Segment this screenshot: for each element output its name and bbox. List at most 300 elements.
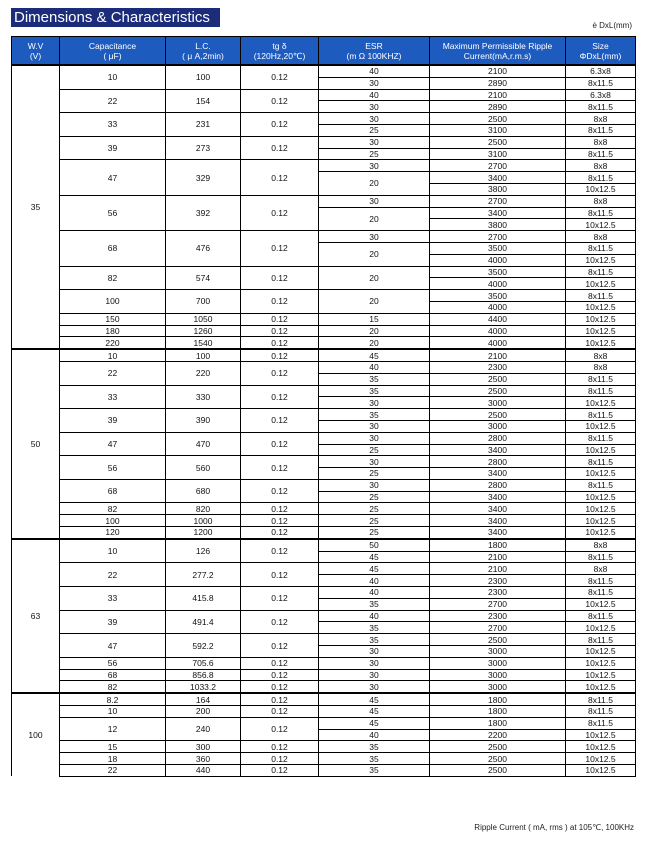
cell-esr: 35 — [319, 409, 430, 421]
cell-esr: 30 — [319, 669, 430, 681]
header-lc: L.C. ( μ A,2min) — [166, 37, 241, 66]
table-row — [12, 706, 636, 718]
cell-tg: 0.12 — [241, 290, 319, 314]
cell-lc: 277.2 — [166, 563, 241, 587]
cell-ripple: 4000 — [430, 337, 566, 349]
cell-tg: 0.12 — [241, 89, 319, 113]
cell-lc: 392 — [166, 195, 241, 230]
table-row — [12, 266, 636, 278]
cell-ripple: 3500 — [430, 290, 566, 302]
table-row — [12, 432, 636, 444]
cell-esr: 30 — [319, 646, 430, 658]
cell-size: 8x11.5 — [566, 207, 636, 219]
table-row — [12, 515, 636, 527]
table-body — [12, 65, 636, 776]
cell-ripple: 3000 — [430, 420, 566, 432]
cell-ripple: 4000 — [430, 301, 566, 313]
cell-size: 10x12.5 — [566, 669, 636, 681]
cell-lc: 1260 — [166, 325, 241, 337]
cell-wv: 100 — [12, 693, 60, 776]
cell-size: 8x8 — [566, 349, 636, 361]
cell-esr: 20 — [319, 325, 430, 337]
cell-tg: 0.12 — [241, 634, 319, 658]
cell-tg: 0.12 — [241, 313, 319, 325]
cell-size: 8x8 — [566, 160, 636, 172]
cell-tg: 0.12 — [241, 669, 319, 681]
cell-lc: 1050 — [166, 313, 241, 325]
cell-size: 8x8 — [566, 136, 636, 148]
cell-tg: 0.12 — [241, 527, 319, 539]
table-row — [12, 195, 636, 207]
cell-esr: 45 — [319, 349, 430, 361]
cell-lc: 1200 — [166, 527, 241, 539]
cell-esr: 45 — [319, 717, 430, 729]
cell-size: 10x12.5 — [566, 753, 636, 765]
cell-size: 8x8 — [566, 231, 636, 243]
cell-size: 8x11.5 — [566, 551, 636, 563]
cell-size: 10x12.5 — [566, 183, 636, 195]
header-esr: ESR (m Ω 100KHZ) — [319, 37, 430, 66]
cell-ripple: 2100 — [430, 551, 566, 563]
cell-size: 10x12.5 — [566, 325, 636, 337]
cell-lc: 1033.2 — [166, 681, 241, 693]
cell-capacitance: 22 — [60, 563, 166, 587]
cell-size: 10x12.5 — [566, 420, 636, 432]
cell-esr: 30 — [319, 136, 430, 148]
cell-ripple: 1800 — [430, 717, 566, 729]
cell-capacitance: 33 — [60, 587, 166, 611]
cell-ripple: 3000 — [430, 657, 566, 669]
cell-tg: 0.12 — [241, 741, 319, 753]
cell-ripple: 4000 — [430, 325, 566, 337]
cell-size: 10x12.5 — [566, 491, 636, 503]
table-row — [12, 563, 636, 575]
cell-esr: 35 — [319, 385, 430, 397]
cell-capacitance: 22 — [60, 361, 166, 385]
table-row — [12, 717, 636, 729]
cell-size: 8x8 — [566, 539, 636, 551]
cell-ripple: 2700 — [430, 231, 566, 243]
cell-ripple: 2500 — [430, 385, 566, 397]
cell-size: 8x11.5 — [566, 409, 636, 421]
cell-esr: 25 — [319, 527, 430, 539]
cell-esr: 30 — [319, 456, 430, 468]
table-row — [12, 325, 636, 337]
table-row — [12, 741, 636, 753]
cell-capacitance: 15 — [60, 741, 166, 753]
cell-capacitance: 22 — [60, 89, 166, 113]
cell-ripple: 2500 — [430, 136, 566, 148]
cell-lc: 574 — [166, 266, 241, 290]
cell-esr: 20 — [319, 290, 430, 314]
page-title: Dimensions & Characteristics — [11, 8, 220, 27]
cell-size: 8x11.5 — [566, 587, 636, 599]
cell-lc: 700 — [166, 290, 241, 314]
cell-esr: 35 — [319, 598, 430, 610]
cell-tg: 0.12 — [241, 349, 319, 361]
cell-ripple: 3000 — [430, 681, 566, 693]
cell-size: 8x11.5 — [566, 266, 636, 278]
cell-tg: 0.12 — [241, 706, 319, 718]
cell-lc: 329 — [166, 160, 241, 195]
table-row — [12, 136, 636, 148]
cell-capacitance: 47 — [60, 432, 166, 456]
cell-ripple: 2500 — [430, 409, 566, 421]
cell-ripple: 2300 — [430, 361, 566, 373]
cell-tg: 0.12 — [241, 693, 319, 705]
cell-size: 10x12.5 — [566, 337, 636, 349]
cell-capacitance: 82 — [60, 266, 166, 290]
cell-ripple: 2800 — [430, 456, 566, 468]
cell-lc: 200 — [166, 706, 241, 718]
cell-esr: 25 — [319, 148, 430, 160]
cell-lc: 856.8 — [166, 669, 241, 681]
cell-size: 10x12.5 — [566, 681, 636, 693]
cell-capacitance: 47 — [60, 160, 166, 195]
cell-lc: 220 — [166, 361, 241, 385]
cell-ripple: 3100 — [430, 124, 566, 136]
cell-size: 8x11.5 — [566, 77, 636, 89]
cell-size: 8x11.5 — [566, 610, 636, 622]
cell-tg: 0.12 — [241, 409, 319, 433]
cell-capacitance: 39 — [60, 409, 166, 433]
cell-tg: 0.12 — [241, 539, 319, 563]
cell-esr: 35 — [319, 622, 430, 634]
cell-capacitance: 33 — [60, 113, 166, 137]
cell-ripple: 3400 — [430, 527, 566, 539]
cell-esr: 50 — [319, 539, 430, 551]
cell-wv: 35 — [12, 65, 60, 349]
cell-esr: 35 — [319, 765, 430, 777]
table-row — [12, 657, 636, 669]
cell-tg: 0.12 — [241, 160, 319, 195]
table-row — [12, 669, 636, 681]
table-row — [12, 753, 636, 765]
cell-ripple: 2100 — [430, 349, 566, 361]
cell-lc: 360 — [166, 753, 241, 765]
cell-capacitance: 68 — [60, 669, 166, 681]
table-row — [12, 503, 636, 515]
cell-tg: 0.12 — [241, 266, 319, 290]
cell-capacitance: 33 — [60, 385, 166, 409]
cell-esr: 25 — [319, 468, 430, 480]
cell-ripple: 2500 — [430, 113, 566, 125]
cell-size: 8x11.5 — [566, 124, 636, 136]
cell-size: 6.3x8 — [566, 89, 636, 101]
cell-ripple: 3400 — [430, 172, 566, 184]
cell-ripple: 3100 — [430, 148, 566, 160]
cell-ripple: 2500 — [430, 765, 566, 777]
cell-esr: 30 — [319, 231, 430, 243]
cell-capacitance: 120 — [60, 527, 166, 539]
cell-esr: 30 — [319, 77, 430, 89]
cell-ripple: 2300 — [430, 587, 566, 599]
cell-size: 8x8 — [566, 113, 636, 125]
cell-capacitance: 10 — [60, 65, 166, 89]
cell-wv: 63 — [12, 539, 60, 693]
cell-ripple: 2500 — [430, 741, 566, 753]
cell-tg: 0.12 — [241, 587, 319, 611]
cell-ripple: 4400 — [430, 313, 566, 325]
cell-esr: 30 — [319, 397, 430, 409]
cell-ripple: 2800 — [430, 432, 566, 444]
cell-ripple: 2100 — [430, 65, 566, 77]
cell-ripple: 1800 — [430, 539, 566, 551]
cell-esr: 20 — [319, 172, 430, 196]
cell-size: 8x11.5 — [566, 290, 636, 302]
cell-size: 10x12.5 — [566, 219, 636, 231]
cell-tg: 0.12 — [241, 231, 319, 266]
cell-size: 8x11.5 — [566, 385, 636, 397]
header-ripple: Maximum Permissible Ripple Current(mA,r.m.s) — [430, 37, 566, 66]
table-row — [12, 634, 636, 646]
cell-esr: 30 — [319, 160, 430, 172]
cell-lc: 705.6 — [166, 657, 241, 669]
cell-size: 8x11.5 — [566, 575, 636, 587]
cell-size: 10x12.5 — [566, 622, 636, 634]
header-row — [12, 37, 636, 66]
table-row — [12, 89, 636, 101]
cell-esr: 45 — [319, 693, 430, 705]
cell-lc: 440 — [166, 765, 241, 777]
cell-ripple: 2300 — [430, 610, 566, 622]
table-row — [12, 479, 636, 491]
cell-tg: 0.12 — [241, 765, 319, 777]
cell-size: 10x12.5 — [566, 397, 636, 409]
cell-size: 8x8 — [566, 195, 636, 207]
table-row — [12, 527, 636, 539]
cell-esr: 30 — [319, 420, 430, 432]
cell-esr: 20 — [319, 207, 430, 231]
header-size: Size ΦDxL(mm) — [566, 37, 636, 66]
cell-capacitance: 56 — [60, 195, 166, 230]
header-tg: tg δ (120Hz,20℃) — [241, 37, 319, 66]
cell-size: 8x11.5 — [566, 634, 636, 646]
cell-tg: 0.12 — [241, 385, 319, 409]
table-row — [12, 587, 636, 599]
header-wv: W.V (V) — [12, 37, 60, 66]
cell-size: 8x8 — [566, 361, 636, 373]
cell-lc: 231 — [166, 113, 241, 137]
cell-capacitance: 68 — [60, 231, 166, 266]
cell-tg: 0.12 — [241, 195, 319, 230]
cell-esr: 30 — [319, 113, 430, 125]
table-row — [12, 113, 636, 125]
cell-ripple: 2200 — [430, 729, 566, 741]
cell-ripple: 2890 — [430, 77, 566, 89]
cell-esr: 40 — [319, 587, 430, 599]
cell-tg: 0.12 — [241, 361, 319, 385]
cell-wv: 50 — [12, 349, 60, 539]
cell-size: 10x12.5 — [566, 646, 636, 658]
cell-tg: 0.12 — [241, 136, 319, 160]
cell-lc: 476 — [166, 231, 241, 266]
cell-ripple: 3800 — [430, 183, 566, 195]
cell-capacitance: 10 — [60, 539, 166, 563]
cell-capacitance: 10 — [60, 706, 166, 718]
cell-ripple: 3500 — [430, 266, 566, 278]
table-row — [12, 349, 636, 361]
cell-esr: 15 — [319, 313, 430, 325]
cell-esr: 30 — [319, 657, 430, 669]
cell-esr: 25 — [319, 503, 430, 515]
cell-tg: 0.12 — [241, 65, 319, 89]
cell-ripple: 3000 — [430, 646, 566, 658]
cell-size: 10x12.5 — [566, 278, 636, 290]
cell-ripple: 2890 — [430, 101, 566, 113]
cell-ripple: 2700 — [430, 622, 566, 634]
cell-size: 10x12.5 — [566, 657, 636, 669]
cell-size: 10x12.5 — [566, 515, 636, 527]
cell-esr: 25 — [319, 515, 430, 527]
cell-esr: 35 — [319, 634, 430, 646]
cell-size: 10x12.5 — [566, 741, 636, 753]
cell-esr: 40 — [319, 729, 430, 741]
cell-ripple: 2300 — [430, 575, 566, 587]
cell-capacitance: 47 — [60, 634, 166, 658]
cell-tg: 0.12 — [241, 681, 319, 693]
cell-size: 10x12.5 — [566, 301, 636, 313]
cell-esr: 20 — [319, 266, 430, 290]
cell-size: 8x11.5 — [566, 148, 636, 160]
cell-lc: 592.2 — [166, 634, 241, 658]
cell-esr: 30 — [319, 432, 430, 444]
cell-tg: 0.12 — [241, 753, 319, 765]
cell-capacitance: 100 — [60, 290, 166, 314]
cell-esr: 30 — [319, 101, 430, 113]
cell-size: 8x11.5 — [566, 693, 636, 705]
header-capacitance: Capacitance ( μF) — [60, 37, 166, 66]
cell-ripple: 2100 — [430, 563, 566, 575]
cell-lc: 154 — [166, 89, 241, 113]
cell-tg: 0.12 — [241, 563, 319, 587]
table-row — [12, 610, 636, 622]
table-row — [12, 231, 636, 243]
table-row — [12, 409, 636, 421]
cell-esr: 25 — [319, 444, 430, 456]
cell-lc: 126 — [166, 539, 241, 563]
cell-size: 8x8 — [566, 563, 636, 575]
cell-lc: 164 — [166, 693, 241, 705]
cell-lc: 470 — [166, 432, 241, 456]
cell-tg: 0.12 — [241, 503, 319, 515]
characteristics-table — [11, 36, 636, 777]
cell-size: 8x11.5 — [566, 456, 636, 468]
cell-capacitance: 68 — [60, 479, 166, 503]
cell-capacitance: 39 — [60, 136, 166, 160]
cell-tg: 0.12 — [241, 325, 319, 337]
cell-size: 10x12.5 — [566, 444, 636, 456]
cell-lc: 100 — [166, 349, 241, 361]
cell-esr: 40 — [319, 575, 430, 587]
cell-capacitance: 56 — [60, 657, 166, 669]
cell-esr: 35 — [319, 753, 430, 765]
cell-ripple: 3500 — [430, 242, 566, 254]
cell-size: 8x11.5 — [566, 479, 636, 491]
cell-size: 8x11.5 — [566, 706, 636, 718]
cell-esr: 40 — [319, 65, 430, 77]
cell-esr: 30 — [319, 195, 430, 207]
table-row — [12, 313, 636, 325]
cell-lc: 560 — [166, 456, 241, 480]
cell-lc: 680 — [166, 479, 241, 503]
table-row — [12, 160, 636, 172]
cell-ripple: 2500 — [430, 753, 566, 765]
cell-esr: 25 — [319, 124, 430, 136]
table-row — [12, 65, 636, 77]
cell-ripple: 3400 — [430, 444, 566, 456]
cell-size: 10x12.5 — [566, 598, 636, 610]
table-row — [12, 337, 636, 349]
cell-lc: 390 — [166, 409, 241, 433]
cell-ripple: 3000 — [430, 669, 566, 681]
cell-tg: 0.12 — [241, 657, 319, 669]
cell-ripple: 3800 — [430, 219, 566, 231]
footer-note: Ripple Current ( mA, rms ) at 105℃, 100KHz — [474, 823, 634, 832]
cell-capacitance: 10 — [60, 349, 166, 361]
cell-tg: 0.12 — [241, 456, 319, 480]
cell-capacitance: 8.2 — [60, 693, 166, 705]
cell-lc: 1540 — [166, 337, 241, 349]
cell-size: 10x12.5 — [566, 729, 636, 741]
cell-ripple: 1800 — [430, 693, 566, 705]
cell-ripple: 2500 — [430, 373, 566, 385]
cell-tg: 0.12 — [241, 113, 319, 137]
table-row — [12, 290, 636, 302]
cell-esr: 20 — [319, 242, 430, 266]
cell-size: 8x11.5 — [566, 717, 636, 729]
cell-ripple: 2700 — [430, 195, 566, 207]
cell-capacitance: 18 — [60, 753, 166, 765]
unit-note: ė DxL(mm) — [592, 21, 632, 30]
table-row — [12, 539, 636, 551]
cell-size: 8x11.5 — [566, 432, 636, 444]
cell-capacitance: 39 — [60, 610, 166, 634]
cell-tg: 0.12 — [241, 610, 319, 634]
cell-ripple: 2800 — [430, 479, 566, 491]
cell-esr: 45 — [319, 551, 430, 563]
cell-esr: 40 — [319, 89, 430, 101]
cell-esr: 45 — [319, 563, 430, 575]
cell-ripple: 1800 — [430, 706, 566, 718]
cell-ripple: 3400 — [430, 491, 566, 503]
cell-ripple: 3400 — [430, 503, 566, 515]
cell-esr: 35 — [319, 741, 430, 753]
cell-lc: 415.8 — [166, 587, 241, 611]
cell-ripple: 3400 — [430, 207, 566, 219]
cell-tg: 0.12 — [241, 479, 319, 503]
cell-lc: 330 — [166, 385, 241, 409]
table-row — [12, 681, 636, 693]
cell-size: 10x12.5 — [566, 468, 636, 480]
cell-tg: 0.12 — [241, 717, 319, 741]
cell-lc: 273 — [166, 136, 241, 160]
cell-size: 8x11.5 — [566, 242, 636, 254]
table-row — [12, 456, 636, 468]
cell-size: 6.3x8 — [566, 65, 636, 77]
cell-capacitance: 220 — [60, 337, 166, 349]
cell-size: 8x11.5 — [566, 101, 636, 113]
cell-lc: 300 — [166, 741, 241, 753]
cell-lc: 820 — [166, 503, 241, 515]
cell-capacitance: 22 — [60, 765, 166, 777]
cell-ripple: 2100 — [430, 89, 566, 101]
table-row — [12, 765, 636, 777]
cell-size: 10x12.5 — [566, 527, 636, 539]
cell-tg: 0.12 — [241, 515, 319, 527]
cell-esr: 35 — [319, 373, 430, 385]
cell-lc: 491.4 — [166, 610, 241, 634]
